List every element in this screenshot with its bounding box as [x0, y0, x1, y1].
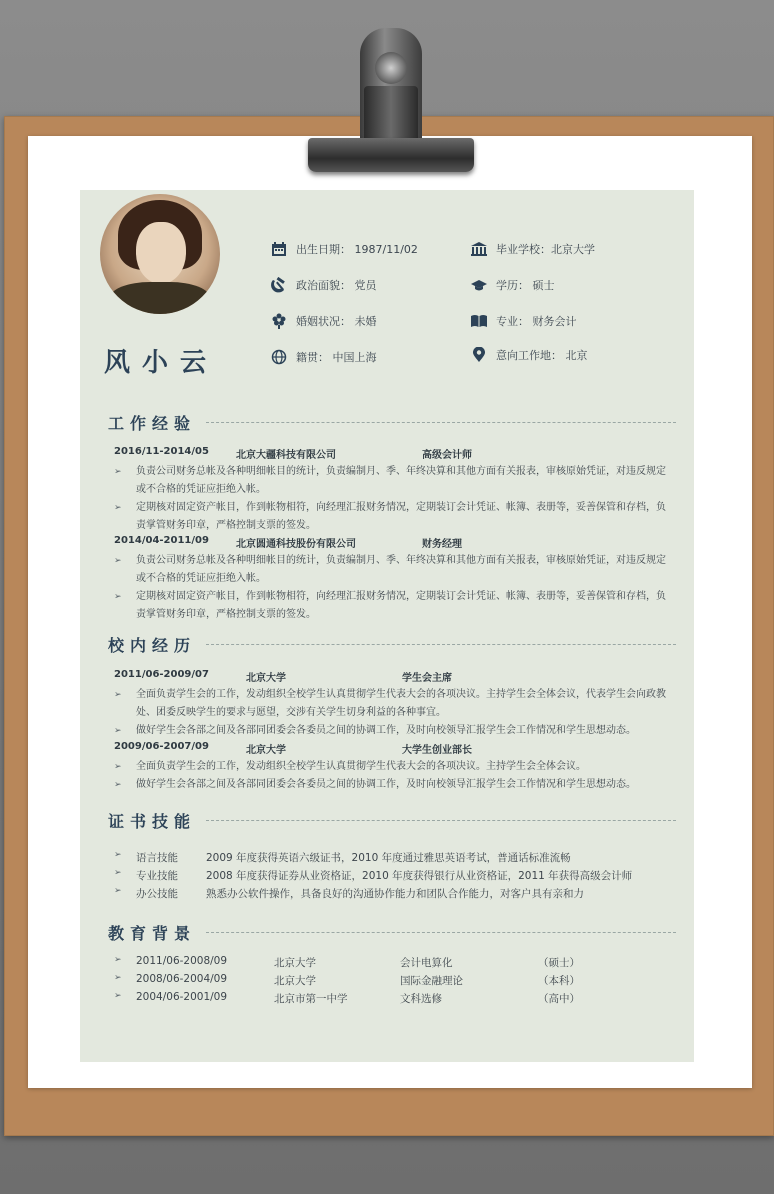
campus-bullet: ➢ 做好学生会各部之间及各部同团委会各委员之间的协调工作，及时向校领导汇报学生会工作情况和学生思想动态。 [114, 776, 670, 794]
candidate-name: 风小云 [104, 348, 219, 378]
book-icon [470, 313, 488, 329]
arrow-icon: ➢ [114, 886, 122, 896]
arrow-icon: ➢ [114, 850, 122, 860]
work-bullet: ➢ 定期核对固定资产帐目，作到帐物相符，向经理汇报财务情况，定期装订会计凭证、帐簿、表册等，妥善保管和存档，负责掌管财务印章，严格控制支票的签发。 [114, 499, 670, 535]
hammer-sickle-icon [270, 277, 288, 293]
info-native: 籍贯： 中国上海 [270, 348, 377, 366]
dashed-divider [206, 422, 676, 423]
cert-item: ➢ 专业技能 2008 年度获得证券从业资格证，2010 年度获得银行从业资格证，2011 年获得高级会计师 [114, 868, 633, 882]
cert-item: ➢ 办公技能 熟悉办公软件操作，具备良好的沟通协作能力和团队合作能力，对客户具有亲和力 [114, 886, 584, 900]
info-school: 毕业学校：北京大学 [470, 240, 595, 258]
map-pin-icon [470, 347, 488, 363]
section-work-heading: 工作经验 [108, 410, 676, 434]
info-marital: 婚姻状况： 未婚 [270, 312, 377, 330]
arrow-icon: ➢ [114, 726, 122, 736]
binder-clip-plate [364, 86, 418, 142]
dashed-divider [206, 820, 676, 821]
education-row: ➢ 2008/06-2004/09 北京大学 国际金融理论 （本科） [114, 973, 580, 987]
binder-clip-ring [375, 52, 407, 84]
education-row: ➢ 2004/06-2001/09 北京市第一中学 文科选修 （高中） [114, 991, 580, 1005]
arrow-icon: ➢ [114, 690, 122, 700]
campus-entry-header: 2011/06-2009/07 北京大学 学生会主席 [114, 669, 452, 684]
building-icon [470, 241, 488, 257]
info-location: 意向工作地： 北京 [470, 346, 588, 364]
info-birth: 出生日期： 1987/11/02 [270, 240, 418, 258]
work-bullet: ➢ 负责公司财务总帐及各种明细帐目的统计，负责编制月、季、年终决算和其他方面有关报表，审核原始凭证，对违反规定或不合格的凭证应拒绝入帐。 [114, 463, 670, 499]
avatar [100, 194, 220, 314]
arrow-icon: ➢ [114, 467, 122, 477]
education-row: ➢ 2011/06-2008/09 北京大学 会计电算化 （硕士） [114, 955, 580, 969]
dashed-divider [206, 644, 676, 645]
info-degree: 学历： 硕士 [470, 276, 555, 294]
arrow-icon: ➢ [114, 780, 122, 790]
info-major: 专业： 财务会计 [470, 312, 577, 330]
section-campus-heading: 校内经历 [108, 632, 676, 656]
calendar-icon [270, 241, 288, 257]
work-bullet: ➢ 定期核对固定资产帐目，作到帐物相符，向经理汇报财务情况，定期装订会计凭证、帐簿、表册等，妥善保管和存档，负责掌管财务印章，严格控制支票的签发。 [114, 588, 670, 624]
arrow-icon: ➢ [114, 762, 122, 772]
arrow-icon: ➢ [114, 973, 122, 983]
campus-bullet: ➢ 做好学生会各部之间及各部同团委会各委员之间的协调工作，及时向校领导汇报学生会工作情况和学生思想动态。 [114, 722, 670, 740]
work-entry-header: 2016/11-2014/05 北京大疆科技有限公司 高级会计师 [114, 446, 472, 461]
arrow-icon: ➢ [114, 868, 122, 878]
info-politics: 政治面貌： 党员 [270, 276, 377, 294]
section-cert-heading: 证书技能 [108, 808, 676, 832]
dashed-divider [206, 932, 676, 933]
campus-bullet: ➢ 全面负责学生会的工作，发动组织全校学生认真贯彻学生代表大会的各项决议。主持学生会全体会议。 [114, 758, 670, 776]
arrow-icon: ➢ [114, 556, 122, 566]
cert-item: ➢ 语言技能 2009 年度获得英语六级证书，2010 年度通过雅思英语考试，普通话标准流畅 [114, 850, 571, 864]
campus-bullet: ➢ 全面负责学生会的工作，发动组织全校学生认真贯彻学生代表大会的各项决议。主持学生会全体会议，代表学生会向政教处、团委反映学生的要求与愿望，交涉有关学生切身利益的各种事宜。 [114, 686, 670, 722]
campus-entry-header: 2009/06-2007/09 北京大学 大学生创业部长 [114, 741, 472, 756]
binder-clip-base [308, 138, 474, 172]
work-entry-header: 2014/04-2011/09 北京圆通科技股份有限公司 财务经理 [114, 535, 462, 550]
arrow-icon: ➢ [114, 592, 122, 602]
section-edu-heading: 教育背景 [108, 920, 676, 944]
flower-icon [270, 313, 288, 329]
work-bullet: ➢ 负责公司财务总帐及各种明细帐目的统计，负责编制月、季、年终决算和其他方面有关报表，审核原始凭证，对违反规定或不合格的凭证应拒绝入帐。 [114, 552, 670, 588]
arrow-icon: ➢ [114, 503, 122, 513]
graduation-cap-icon [470, 277, 488, 293]
arrow-icon: ➢ [114, 955, 122, 965]
arrow-icon: ➢ [114, 991, 122, 1001]
globe-icon [270, 349, 288, 365]
